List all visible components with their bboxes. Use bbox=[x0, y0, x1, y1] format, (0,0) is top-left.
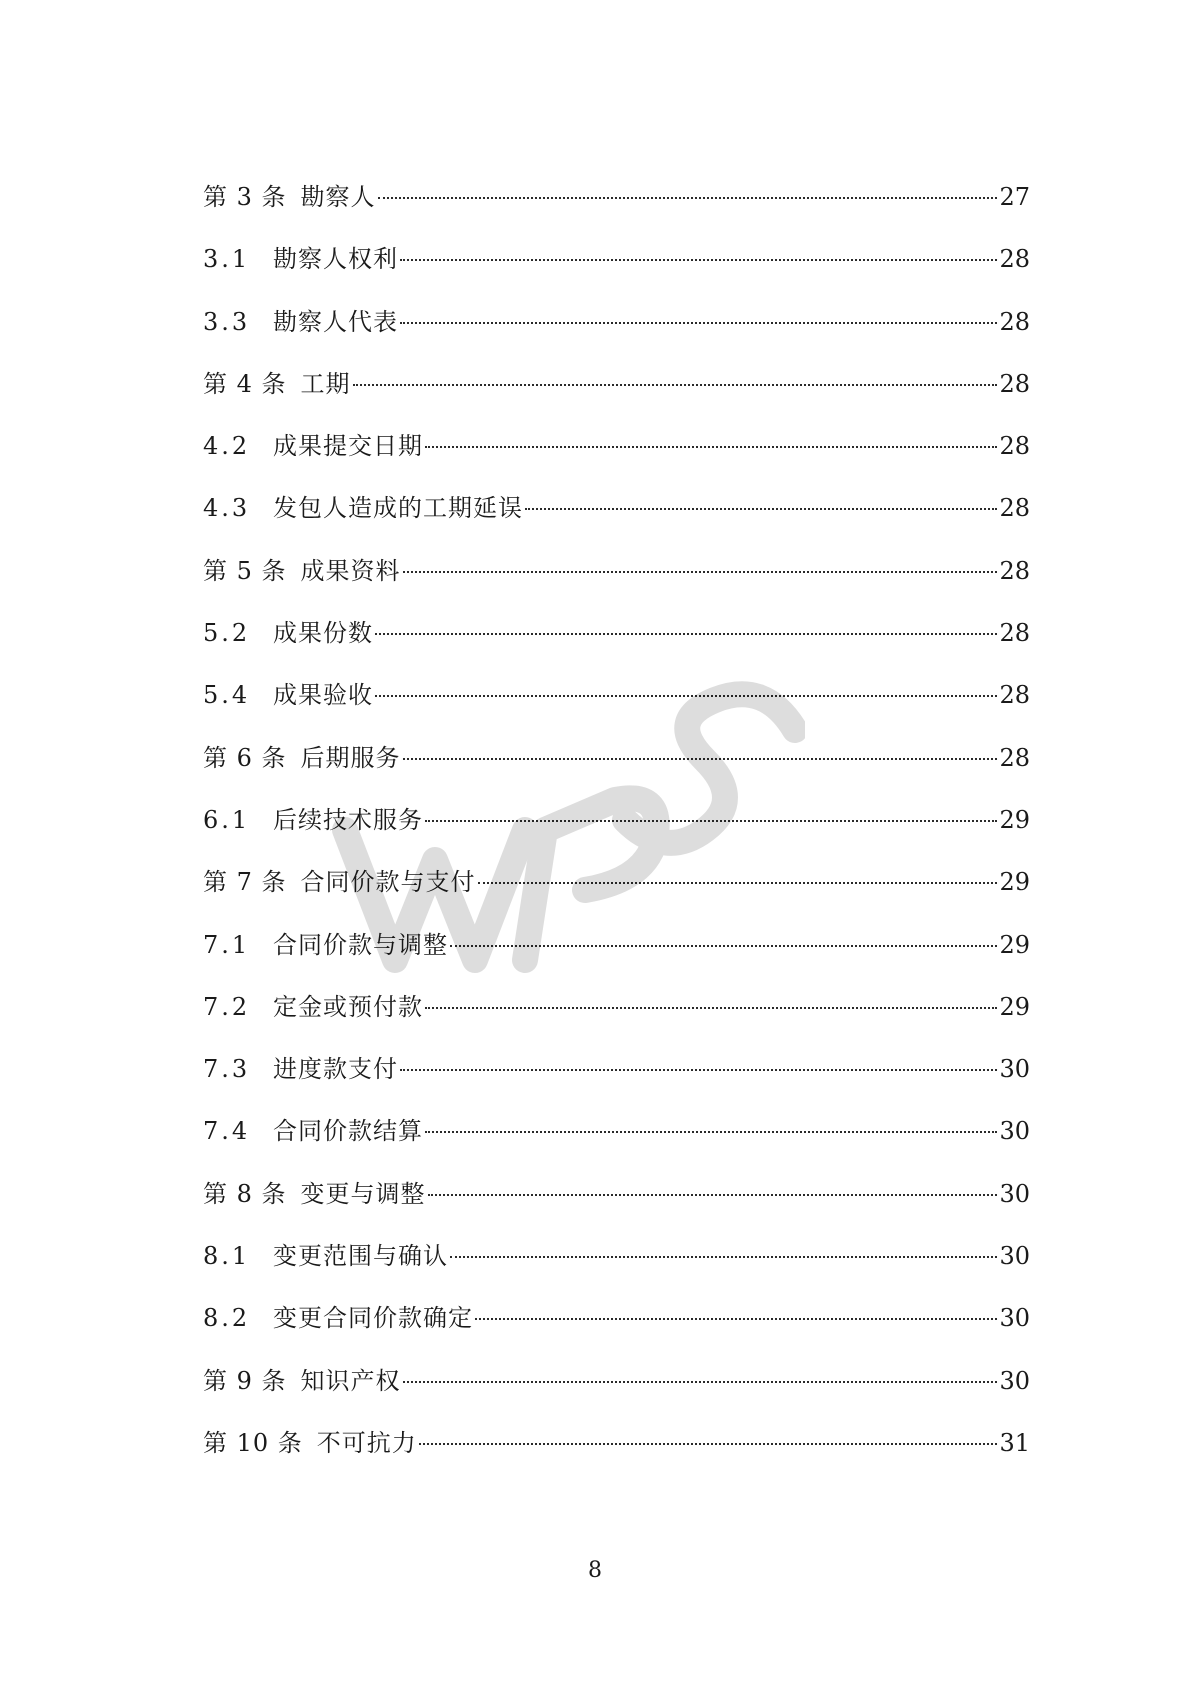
toc-entry-page: 27 bbox=[999, 183, 1030, 211]
toc-entry-page: 29 bbox=[999, 992, 1030, 1021]
dot-leader bbox=[450, 945, 997, 947]
toc-entry-title: 变更与调整 bbox=[300, 1179, 426, 1208]
toc-entry-number: 5.2 bbox=[203, 619, 251, 648]
dot-leader bbox=[475, 1318, 997, 1320]
table-of-contents bbox=[203, 177, 1030, 1485]
toc-entry[interactable] bbox=[203, 488, 1030, 550]
toc-entry-number: 3.3 bbox=[203, 307, 251, 336]
dot-leader bbox=[403, 758, 998, 760]
toc-entry-page: 31 bbox=[999, 1428, 1030, 1457]
toc-entry[interactable] bbox=[203, 426, 1030, 488]
dot-leader bbox=[478, 882, 998, 884]
toc-entry-number: 7.3 bbox=[203, 1055, 251, 1084]
dot-leader bbox=[378, 197, 998, 199]
toc-entry[interactable] bbox=[203, 239, 1030, 301]
toc-entry-number: 5.4 bbox=[203, 681, 251, 710]
toc-entry-title: 成果验收 bbox=[273, 681, 373, 710]
toc-entry-title: 勘察人 bbox=[300, 183, 376, 211]
toc-entry[interactable] bbox=[203, 177, 1030, 239]
toc-entry[interactable] bbox=[203, 1174, 1030, 1236]
dot-leader bbox=[400, 259, 997, 261]
dot-leader bbox=[425, 1007, 997, 1009]
toc-entry[interactable] bbox=[203, 302, 1030, 364]
toc-entry-page: 30 bbox=[999, 1179, 1030, 1208]
toc-entry-title: 定金或预付款 bbox=[273, 992, 423, 1021]
dot-leader bbox=[400, 1069, 997, 1071]
toc-entry-page: 30 bbox=[999, 1304, 1030, 1333]
toc-entry[interactable] bbox=[203, 1423, 1030, 1485]
toc-entry-title: 变更合同价款确定 bbox=[273, 1304, 473, 1333]
toc-entry-number: 第 10 条 bbox=[203, 1428, 303, 1457]
toc-entry-page: 28 bbox=[999, 245, 1030, 274]
toc-entry-title: 成果提交日期 bbox=[273, 432, 423, 461]
toc-entry-page: 28 bbox=[999, 369, 1030, 398]
dot-leader bbox=[375, 695, 997, 697]
toc-entry-number: 8.2 bbox=[203, 1304, 251, 1333]
toc-entry-number: 3.1 bbox=[203, 245, 251, 274]
toc-entry-page: 28 bbox=[999, 494, 1030, 523]
toc-entry-number: 4.3 bbox=[203, 494, 251, 523]
toc-entry-page: 30 bbox=[999, 1055, 1030, 1084]
toc-entry-number: 8.1 bbox=[203, 1242, 251, 1271]
toc-entry-title: 合同价款与支付 bbox=[300, 868, 476, 897]
toc-entry[interactable] bbox=[203, 1049, 1030, 1111]
toc-entry-title: 勘察人代表 bbox=[273, 307, 398, 336]
toc-entry[interactable] bbox=[203, 1361, 1030, 1423]
toc-entry-page: 28 bbox=[999, 681, 1030, 710]
toc-entry[interactable] bbox=[203, 1236, 1030, 1298]
toc-entry-number: 第 5 条 bbox=[203, 556, 287, 585]
toc-entry[interactable] bbox=[203, 1111, 1030, 1173]
toc-entry[interactable] bbox=[203, 613, 1030, 675]
toc-entry-title: 不可抗力 bbox=[316, 1428, 417, 1457]
toc-entry-number: 第 6 条 bbox=[203, 743, 287, 772]
toc-entry-page: 28 bbox=[999, 619, 1030, 648]
toc-entry-page: 29 bbox=[999, 805, 1030, 834]
toc-entry-number: 7.2 bbox=[203, 992, 251, 1021]
dot-leader bbox=[450, 1256, 997, 1258]
toc-entry-title: 勘察人权利 bbox=[273, 245, 398, 274]
toc-entry[interactable] bbox=[203, 364, 1030, 426]
toc-entry-title: 合同价款与调整 bbox=[273, 930, 448, 959]
dot-leader bbox=[403, 571, 998, 573]
toc-entry-title: 成果资料 bbox=[300, 556, 401, 585]
toc-entry-title: 成果份数 bbox=[273, 619, 373, 648]
toc-entry-number: 第 4 条 bbox=[203, 369, 287, 398]
toc-entry-number: 7.4 bbox=[203, 1117, 251, 1146]
toc-entry-page: 30 bbox=[999, 1242, 1030, 1271]
dot-leader bbox=[353, 384, 998, 386]
toc-entry-number: 4.2 bbox=[203, 432, 251, 461]
toc-entry[interactable] bbox=[203, 862, 1030, 924]
toc-entry[interactable] bbox=[203, 1298, 1030, 1360]
toc-entry-page: 28 bbox=[999, 432, 1030, 461]
toc-entry-page: 28 bbox=[999, 743, 1030, 772]
toc-entry-page: 29 bbox=[999, 868, 1030, 897]
toc-entry-title: 变更范围与确认 bbox=[273, 1242, 448, 1271]
toc-entry-number: 7.1 bbox=[203, 930, 251, 959]
dot-leader bbox=[400, 322, 997, 324]
page-number: 8 bbox=[588, 1558, 602, 1583]
toc-entry[interactable] bbox=[203, 987, 1030, 1049]
toc-entry-page: 30 bbox=[999, 1117, 1030, 1146]
toc-entry-number: 第 8 条 bbox=[203, 1179, 287, 1208]
toc-entry-page: 29 bbox=[999, 930, 1030, 959]
toc-entry-number: 第 7 条 bbox=[203, 868, 287, 897]
dot-leader bbox=[425, 446, 997, 448]
toc-entry-title: 合同价款结算 bbox=[273, 1117, 423, 1146]
toc-entry-number: 6.1 bbox=[203, 805, 251, 834]
dot-leader bbox=[419, 1443, 998, 1445]
dot-leader bbox=[525, 508, 997, 510]
toc-entry-page: 28 bbox=[999, 307, 1030, 336]
toc-entry[interactable] bbox=[203, 738, 1030, 800]
toc-entry-page: 30 bbox=[999, 1366, 1030, 1395]
toc-entry[interactable] bbox=[203, 925, 1030, 987]
toc-entry-page: 28 bbox=[999, 556, 1030, 585]
toc-entry[interactable] bbox=[203, 675, 1030, 737]
toc-entry-number: 第 3 条 bbox=[203, 183, 287, 211]
toc-entry-title: 后续技术服务 bbox=[273, 805, 423, 834]
dot-leader bbox=[375, 633, 997, 635]
dot-leader bbox=[425, 820, 997, 822]
toc-entry-title: 知识产权 bbox=[300, 1366, 401, 1395]
dot-leader bbox=[428, 1194, 998, 1196]
toc-entry-title: 发包人造成的工期延误 bbox=[273, 494, 523, 523]
toc-entry[interactable] bbox=[203, 551, 1030, 613]
toc-entry-number: 第 9 条 bbox=[203, 1366, 287, 1395]
toc-entry-title: 工期 bbox=[300, 369, 351, 398]
dot-leader bbox=[425, 1131, 997, 1133]
toc-entry-title: 后期服务 bbox=[300, 743, 401, 772]
toc-entry[interactable] bbox=[203, 800, 1030, 862]
dot-leader bbox=[403, 1381, 998, 1383]
toc-entry-title: 进度款支付 bbox=[273, 1055, 398, 1084]
